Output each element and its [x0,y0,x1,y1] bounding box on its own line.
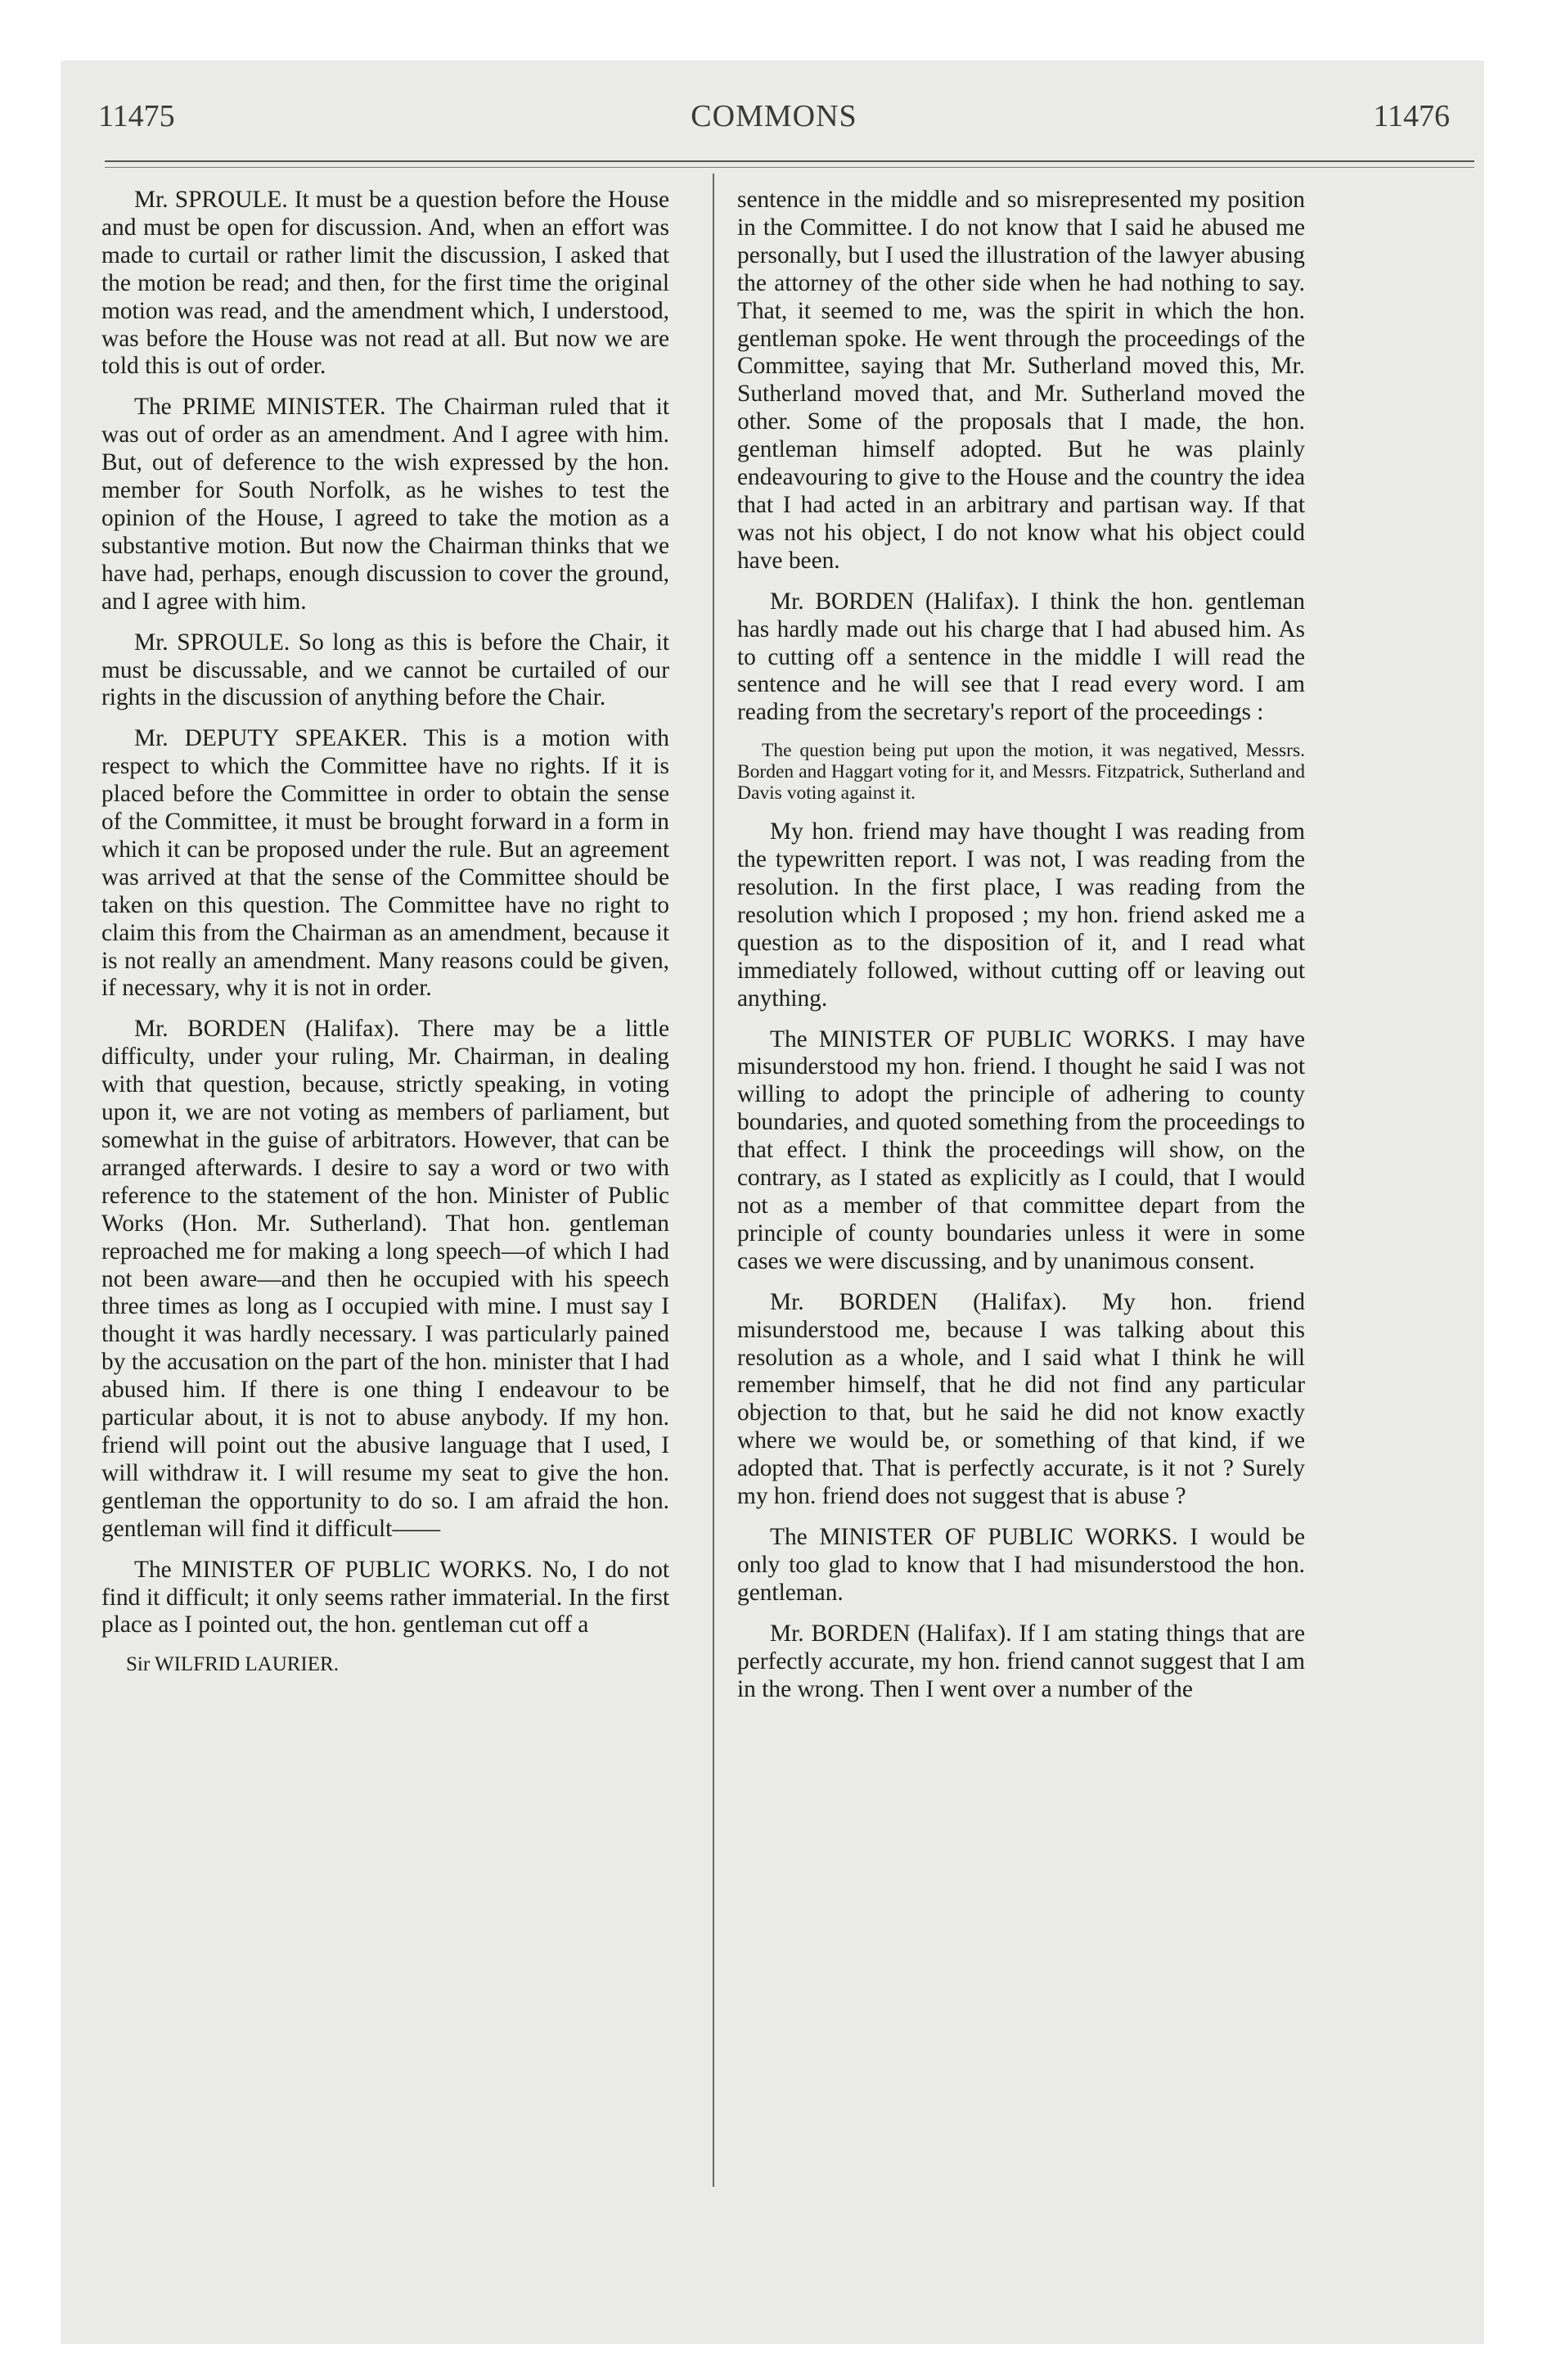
page-title: COMMONS [691,99,857,133]
left-column [101,187,669,1679]
speech-paragraph: The PRIME MINISTER. The Chairman ruled that it was out of order as an amendment. And I agree with him. But, out of deference to the wish expressed by the hon. member for South Norfolk, as he wishes to test the opinion of the House, I agreed to take the motion as a substantive motion. But now the Chairman thinks that we have had, perhaps, enough discussion to cover the ground, and I agree with him. [101,394,669,615]
speech-paragraph: My hon. friend may have thought I was reading from the typewritten report. I was not, I was reading from the resolution. In the first place, I was reading from the resolution which I proposed ; my hon. friend asked me a question as to the disposition of it, and I read what immediately followed, without cutting off or leaving out anything. [737,818,1305,1012]
speech-paragraph: sentence in the middle and so misrepresented my position in the Committee. I do not know that I said he abused me personally, but I used the illustration of the lawyer abusing the attorney of the other side when he had nothing to say. That, it seemed to me, was the spirit in which the hon. gentleman spoke. He went through the proceedings of the Committee, saying that Mr. Sutherland moved this, Mr. Sutherland moved that, and Mr. Sutherland moved the other. Some of the proposals that I made, the hon. gentleman himself adopted. But he was plainly endeavouring to give to the House and the country the idea that I had acted in an arbitrary and partisan way. If that was not his object, I do not know what his object could have been. [737,187,1305,574]
speech-paragraph: The MINISTER OF PUBLIC WORKS. I would be only too glad to know that I had misunderstood the hon. gentleman. [737,1523,1305,1606]
speech-paragraph: The MINISTER OF PUBLIC WORKS. I may have misunderstood my hon. friend. I thought he said I was not willing to adopt the principle of adhering to county boundaries, and quoted something from the proceedings to that effect. I think the proceedings will show, on the contrary, as I stated as explicitly as I could, that I would not as a member of that committee depart from the principle of county boundaries unless it were in some cases we were discussing, and by unanimous consent. [737,1025,1305,1274]
speech-paragraph: Mr. BORDEN (Halifax). I think the hon. gentleman has hardly made out his charge that I had abused him. As to cutting off a sentence in the middle I will read the sentence and he will see that I read every word. I am reading from the secretary's report of the proceedings : [737,588,1305,726]
speech-paragraph: Mr. DEPUTY SPEAKER. This is a motion with respect to which the Committee have no rights. If it is placed before the Committee in order to obtain the sense of the Committee, it must be brought forward in a form in which it can be proposed under the rule. But an agreement was arrived at that the sense of the Committee should be taken on this question. The Committee have no right to claim this from the Chairman as an amendment, because it is not really an amendment. Many reasons could be given, if necessary, why it is not in order. [101,725,669,1002]
speech-paragraph: Mr. BORDEN (Halifax). There may be a little difficulty, under your ruling, Mr. Chairman, in dealing with that question, because, strictly speaking, in voting upon it, we are not voting as members of parliament, but somewhat in the guise of arbitrators. However, that can be arranged afterwards. I desire to say a word or two with reference to the statement of the hon. Minister of Public Works (Hon. Mr. Sutherland). That hon. gentleman reproached me for making a long speech—of which I had not been aware—and then he occupied with his speech three times as long as I occupied with mine. I must say I thought it was hardly necessary. I was particularly pained by the accusation on the part of the hon. minister that I had abused him. If there is one thing I endeavour to be particular about, it is not to abuse anybody. If my hon. friend will point out the abusive language that I used, I will withdraw it. I will resume my seat to give the hon. gentleman the opportunity to do so. I am afraid the hon. gentleman will find it difficult—— [101,1016,669,1542]
page-number-left: 11475 [98,99,175,133]
column-divider [713,174,714,2187]
page-header [98,98,1450,147]
speech-paragraph: The MINISTER OF PUBLIC WORKS. No, I do not find it difficult; it only seems rather immaterial. In the first place as I pointed out, the hon. gentleman cut off a [101,1556,669,1639]
header-rule-thin [105,167,1474,168]
header-rule [105,160,1474,162]
speech-paragraph: Mr. BORDEN (Halifax). If I am stating things that are perfectly accurate, my hon. friend cannot suggest that I am in the wrong. Then I went over a number of the [737,1620,1305,1702]
speech-paragraph: Mr. SPROULE. It must be a question before the House and must be open for discussion. And, when an effort was made to curtail or rather limit the discussion, I asked that the motion be read; and then, for the first time the original motion was read, and the amendment which, I understood, was before the House was not read at all. But now we are told this is out of order. [101,187,669,380]
page-number-right: 11476 [1373,99,1450,133]
speech-paragraph: Mr. BORDEN (Halifax). My hon. friend misunderstood me, because I was talking about this resolution as a whole, and I said what I think he will remember himself, that he did not find any particular objection to that, but he said he did not know exactly where we would be, or something of that kind, if we adopted that. That is perfectly accurate, is it not ? Surely my hon. friend does not suggest that is abuse ? [737,1288,1305,1510]
speaker-catchword: Sir WILFRID LAURIER. [126,1653,339,1676]
speech-paragraph: Mr. SPROULE. So long as this is before the Chair, it must be discussable, and we cannot be curtailed of our rights in the discussion of anything before the Chair. [101,629,669,711]
quoted-passage: The question being put upon the motion, it was negatived, Messrs. Borden and Haggart voting for it, and Messrs. Fitzpatrick, Sutherland and Davis voting against it. [737,740,1305,805]
right-column [737,187,1305,1703]
